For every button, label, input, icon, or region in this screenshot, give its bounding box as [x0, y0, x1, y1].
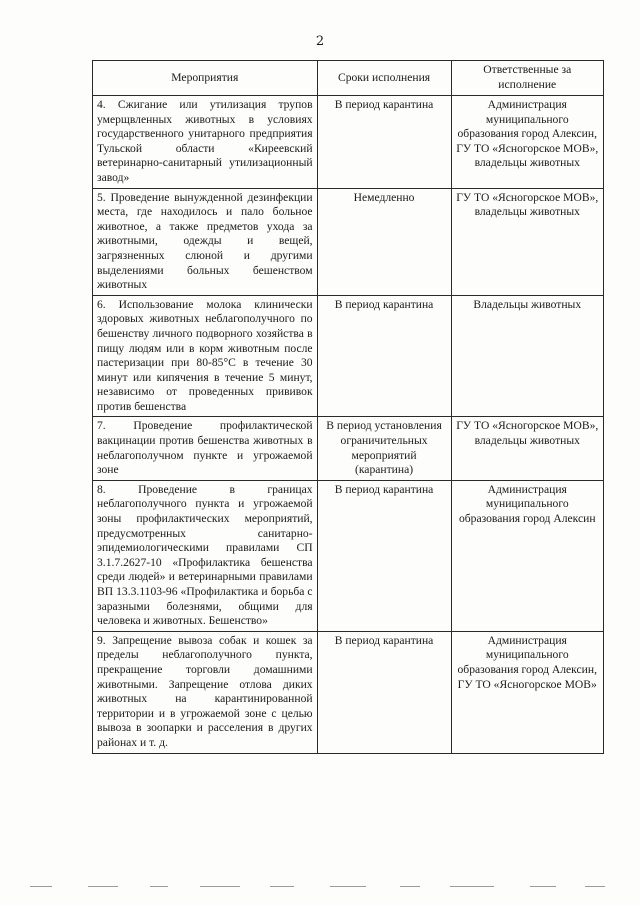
responsible-cell: Администрация муниципального образования город Алексин, ГУ ТО «Ясногорское МОВ», владельцы животных	[451, 96, 604, 189]
responsible-cell: Администрация муниципального образования город Алексин	[451, 480, 604, 631]
table-row	[93, 417, 604, 480]
term-cell: В период установления ограничительных мероприятий (карантина)	[317, 417, 451, 480]
measure-cell: 9. Запрещение вывоза собак и кошек за пределы неблагополучного пункта, прекращение торговли домашними животными. Запрещение отлова диких животных на карантинированной территории и в угрожаемой зоне с целью вывоза в зоопарки и расселения в других районах и т. д.	[93, 631, 318, 753]
header-responsible: Ответственные за исполнение	[451, 61, 604, 96]
table-row	[93, 631, 604, 753]
term-cell: Немедленно	[317, 188, 451, 295]
header-terms: Сроки исполнения	[317, 61, 451, 96]
measure-cell: 7. Проведение профилактической вакцинации против бешенства животных в неблагополучном пункте и угрожаемой зоне	[93, 417, 318, 480]
measure-cell: 5. Проведение вынужденной дезинфекции места, где находилось и пало больное животное, а также предметов ухода за животными, одежды и вещей, загрязненных слюной и другими выделениями больных бешенством животных	[93, 188, 318, 295]
header-measures: Мероприятия	[93, 61, 318, 96]
responsible-cell: Владельцы животных	[451, 295, 604, 417]
term-cell: В период карантина	[317, 295, 451, 417]
table-header-row	[93, 61, 604, 96]
table-row	[93, 96, 604, 189]
term-cell: В период карантина	[317, 631, 451, 753]
measure-cell: 6. Использование молока клинически здоровых животных неблагополучного по бешенству личного подворного хозяйства в пищу людям или в корм животным после пастеризации при 80-85°С в течение 30 минут или кипячения в течение 5 минут, независимо от проведенных прививок против бешенства	[93, 295, 318, 417]
measure-cell: 8. Проведение в границах неблагополучного пункта и угрожаемой зоны профилактических мероприятий, предусмотренных санитарно-эпидемиологическими правилами СП 3.1.7.2627-10 «Профилактика бешенства среди людей» и ветеринарными правилами ВП 13.3.1103-96 «Профилактика и борьба с заразными болезнями, общими для человека и животных. Бешенство»	[93, 480, 318, 631]
table-row	[93, 480, 604, 631]
page-number: 2	[315, 34, 325, 49]
term-cell: В период карантина	[317, 96, 451, 189]
responsible-cell: ГУ ТО «Ясногорское МОВ», владельцы животных	[451, 188, 604, 295]
responsible-cell: ГУ ТО «Ясногорское МОВ», владельцы животных	[451, 417, 604, 480]
measure-cell: 4. Сжигание или утилизация трупов умерщвленных животных в условиях государственного унитарного предприятия Тульской области «Киреевский ветеринарно-санитарный утилизационный завод»	[93, 96, 318, 189]
table-row	[93, 295, 604, 417]
measures-table	[92, 60, 604, 754]
table-row	[93, 188, 604, 295]
responsible-cell: Администрация муниципального образования город Алексин, ГУ ТО «Ясногорское МОВ»	[451, 631, 604, 753]
scan-artifact-marks	[0, 880, 640, 892]
term-cell: В период карантина	[317, 480, 451, 631]
